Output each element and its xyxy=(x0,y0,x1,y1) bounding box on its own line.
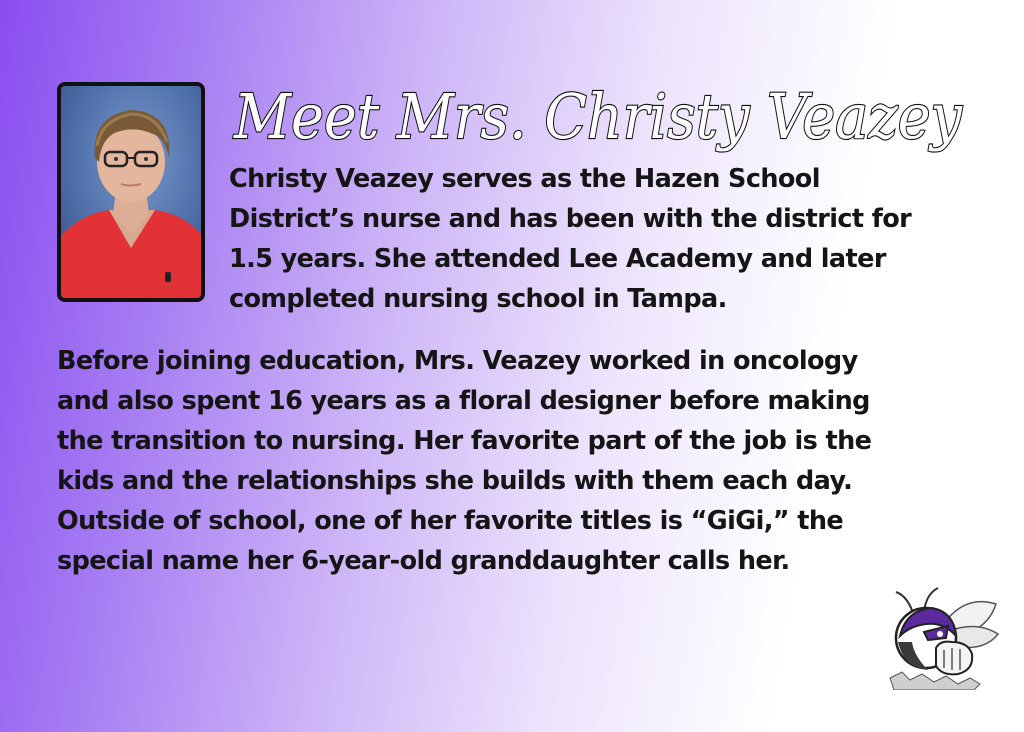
hornet-mascot-icon xyxy=(884,586,1000,690)
intro-line: completed nursing school in Tampa. xyxy=(229,284,727,314)
body-paragraph xyxy=(57,341,957,581)
body-line: and also spent 16 years as a floral designer before making xyxy=(57,386,870,416)
intro-paragraph xyxy=(229,159,989,319)
body-line: Outside of school, one of her favorite titles is “GiGi,” the xyxy=(57,506,844,536)
body-line: Before joining education, Mrs. Veazey worked in oncology xyxy=(57,346,858,376)
portrait-photo xyxy=(57,82,205,302)
mascot-logo xyxy=(884,586,1000,690)
body-line: special name her 6-year-old granddaughter calls her. xyxy=(57,546,790,576)
body-line: the transition to nursing. Her favorite part of the job is the xyxy=(57,426,872,456)
intro-line: District’s nurse and has been with the district for xyxy=(229,204,912,234)
person-photo-icon xyxy=(61,86,201,298)
intro-line: Christy Veazey serves as the Hazen School xyxy=(229,164,820,194)
body-line: kids and the relationships she builds with them each day. xyxy=(57,466,853,496)
page-title xyxy=(228,72,968,162)
page-title-text: Meet Mrs. Christy Veazey xyxy=(233,80,963,153)
intro-line: 1.5 years. She attended Lee Academy and later xyxy=(229,244,886,274)
